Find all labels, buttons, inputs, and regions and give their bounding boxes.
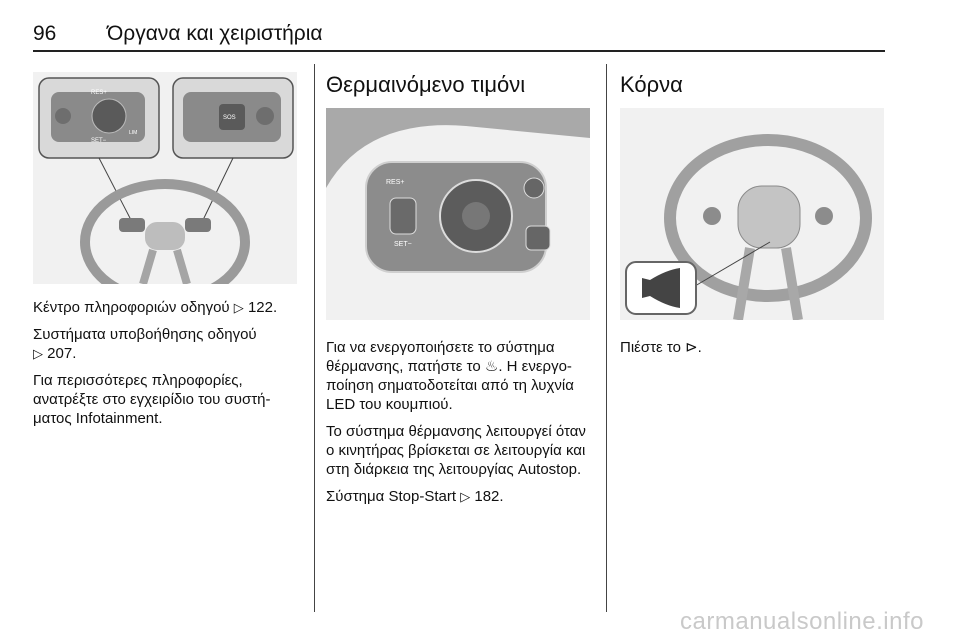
heated-wheel-icon	[526, 226, 550, 250]
heated-wheel-heading: Θερμαινόμενο τιμόνι	[326, 72, 526, 97]
svg-text:SOS: SOS	[223, 115, 236, 121]
svg-text:RES+: RES+	[91, 90, 107, 96]
page-ref-link[interactable]: 207.	[47, 345, 77, 362]
column-divider	[314, 64, 315, 612]
horn-instruction: Πιέστε το ⊳.	[620, 339, 702, 356]
heated-wheel-illustration	[326, 108, 590, 320]
stop-start-ref: Σύστημα Stop-Start ▷ 182.	[326, 488, 504, 505]
page-title: Όργανα και χειριστήρια	[107, 22, 323, 45]
page-ref-link[interactable]: 182.	[474, 488, 504, 505]
column-divider	[606, 64, 607, 612]
horn-figure	[620, 108, 884, 320]
heated-wheel-operation: Το σύστημα θέρμανσης λειτουργεί όταν ο κινητήρας βρίσκεται σε λειτουργία και στη διάρκεια της λειτουργίας Autostop.	[326, 423, 586, 478]
left-column	[33, 64, 301, 436]
arrow-ref-icon: ▷	[233, 300, 244, 315]
page-number: 96	[33, 22, 57, 45]
horn-illustration	[620, 108, 884, 320]
arrow-ref-icon: ▷	[33, 346, 43, 361]
svg-text:LIM: LIM	[129, 130, 138, 136]
svg-text:RES+: RES+	[386, 179, 405, 186]
watermark: carmanualsonline.info	[680, 608, 924, 635]
page-header	[33, 22, 885, 52]
steering-controls-illustration	[33, 72, 297, 284]
right-column	[620, 64, 888, 365]
middle-column	[326, 64, 594, 514]
svg-text:SET−: SET−	[394, 241, 412, 248]
infotainment-note: Για περισσότερες πληροφορίες, ανατρέξτε στο εγχειρίδιο του συστή- ματος Infotainment.	[33, 372, 271, 427]
heated-wheel-figure	[326, 108, 590, 320]
arrow-ref-icon: ▷	[460, 489, 471, 504]
header-divider	[33, 50, 885, 52]
svg-text:SET−: SET−	[91, 138, 107, 144]
driver-assist-ref: Συστήματα υποβοήθησης οδηγού ▷ 207.	[33, 326, 257, 362]
driver-info-ref: Κέντρο πληροφοριών οδηγού ▷ 122.	[33, 299, 278, 316]
steering-controls-figure	[33, 72, 297, 284]
heated-wheel-instructions: Για να ενεργοποιήσετε το σύστημα θέρμανσης, πατήστε το ♨. Η ενεργο- ποίηση σηματοδοτείται από τη λυχνία LED του κουμπιού.	[326, 339, 574, 413]
horn-heading: Κόρνα	[620, 72, 683, 97]
page-ref-link[interactable]: 122.	[247, 299, 278, 316]
